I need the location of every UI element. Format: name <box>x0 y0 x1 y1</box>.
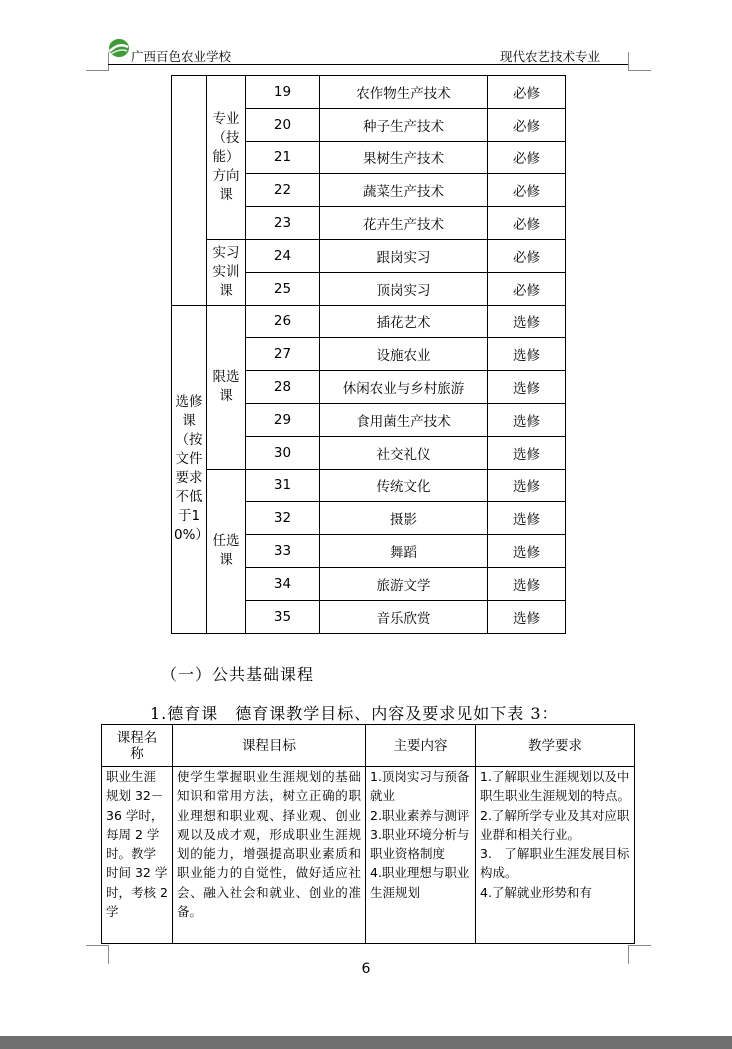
course-number: 25 <box>246 272 320 305</box>
course-type: 选修 <box>488 469 566 502</box>
elective-group-cell: 选修课（按文件要求不低于10%） <box>172 305 207 633</box>
course-title: 农作物生产技术 <box>320 76 488 109</box>
main-content-item: 2.职业素养与测评 <box>370 807 470 823</box>
course-title: 设施农业 <box>320 338 488 371</box>
course-type: 选修 <box>488 600 566 633</box>
course-number: 23 <box>246 207 320 240</box>
course-title: 旅游文学 <box>320 567 488 600</box>
course-type: 必修 <box>488 174 566 207</box>
course-title: 蔬菜生产技术 <box>320 174 488 207</box>
course-number: 35 <box>246 600 320 633</box>
course-title: 种子生产技术 <box>320 108 488 141</box>
section-heading: （一）公共基础课程 <box>161 665 315 684</box>
course-title: 插花艺术 <box>320 305 488 338</box>
course-goal: 使学生掌握职业生涯规划的基础知识和常用方法，树立正确的职业理想和职业观、择业观、创业观以及成才观，形成职业生涯规划的能力，增强提高职业素质和职业能力的自觉性，做好适应社会、融入社会和就业、创业的准备。 <box>177 769 361 920</box>
course-title: 花卉生产技术 <box>320 207 488 240</box>
course-number: 30 <box>246 436 320 469</box>
course-name-cell <box>102 767 173 944</box>
table-row <box>102 767 635 944</box>
course-title: 音乐欣赏 <box>320 600 488 633</box>
column-header: 课程名称 <box>102 725 173 767</box>
course-number: 19 <box>246 76 320 109</box>
moral-course-heading: 1.德育课 德育课教学目标、内容及要求见如下表 3： <box>150 704 559 723</box>
course-type: 必修 <box>488 76 566 109</box>
course-type: 选修 <box>488 436 566 469</box>
subgroup-cell: 实习实训课 <box>207 239 246 305</box>
course-type: 选修 <box>488 567 566 600</box>
course-number: 24 <box>246 239 320 272</box>
course-type: 必修 <box>488 272 566 305</box>
table-row <box>172 76 566 109</box>
course-title: 摄影 <box>320 502 488 535</box>
course-type: 选修 <box>488 338 566 371</box>
main-content-list <box>370 767 471 943</box>
course-number: 22 <box>246 174 320 207</box>
course-number: 26 <box>246 305 320 338</box>
curriculum-table <box>171 75 566 634</box>
course-number: 28 <box>246 371 320 404</box>
course-title: 舞蹈 <box>320 535 488 568</box>
table-row <box>172 305 566 338</box>
course-number: 31 <box>246 469 320 502</box>
course-type: 选修 <box>488 305 566 338</box>
course-number: 32 <box>246 502 320 535</box>
course-type: 选修 <box>488 535 566 568</box>
teaching-requirement-item: 1.了解职业生涯规划以及中职生职业生涯规划的特点。 <box>480 769 630 804</box>
course-title: 跟岗实习 <box>320 239 488 272</box>
column-header: 课程目标 <box>173 725 366 767</box>
moral-course-table <box>101 724 635 944</box>
course-type: 必修 <box>488 239 566 272</box>
subgroup-cell: 限选课 <box>207 305 246 469</box>
main-content-item: 4.职业理想与职业生涯规划 <box>370 865 470 900</box>
course-goal-cell <box>173 767 366 944</box>
teaching-requirements-list <box>480 767 630 943</box>
course-number: 27 <box>246 338 320 371</box>
teaching-requirements-cell <box>476 767 635 944</box>
course-title: 休闲农业与乡村旅游 <box>320 371 488 404</box>
course-type: 必修 <box>488 141 566 174</box>
teaching-requirement-item: 2.了解所学专业及其对应职业群和相关行业。 <box>480 807 630 842</box>
header-rule <box>108 64 628 65</box>
corner-mark-top-right <box>628 52 651 71</box>
course-number: 34 <box>246 567 320 600</box>
column-header: 主要内容 <box>366 725 476 767</box>
course-title: 顶岗实习 <box>320 272 488 305</box>
course-number: 20 <box>246 108 320 141</box>
page-number: 6 <box>361 961 371 977</box>
table-header-row <box>102 725 635 767</box>
course-name: 职业生涯规划 32－36 学时，每周 2 学时。教学时间 32 学时，考核 2 学 <box>106 769 168 920</box>
course-title: 果树生产技术 <box>320 141 488 174</box>
column-header: 教学要求 <box>476 725 635 767</box>
category-cell-blank <box>172 76 207 306</box>
course-type: 必修 <box>488 108 566 141</box>
corner-mark-top-left <box>86 52 109 71</box>
header-major-name: 现代农艺技术专业 <box>500 49 601 64</box>
table-row <box>172 239 566 272</box>
main-content-cell <box>366 767 476 944</box>
window-bottom-bar <box>0 1036 732 1049</box>
course-title: 社交礼仪 <box>320 436 488 469</box>
course-number: 29 <box>246 403 320 436</box>
main-content-item: 1.顶岗实习与预备就业 <box>370 769 470 804</box>
course-number: 21 <box>246 141 320 174</box>
course-type: 选修 <box>488 502 566 535</box>
subgroup-cell: 任选课 <box>207 469 246 633</box>
teaching-requirement-item: 3. 了解职业生涯发展目标构成。 <box>480 846 630 881</box>
course-type: 必修 <box>488 207 566 240</box>
course-type: 选修 <box>488 371 566 404</box>
course-title: 传统文化 <box>320 469 488 502</box>
table-row <box>172 469 566 502</box>
course-title: 食用菌生产技术 <box>320 403 488 436</box>
main-content-item: 3.职业环境分析与职业资格制度 <box>370 826 470 862</box>
course-type: 选修 <box>488 403 566 436</box>
header-school-name: 广西百色农业学校 <box>131 49 232 64</box>
school-logo <box>108 38 130 58</box>
course-number: 33 <box>246 535 320 568</box>
teaching-requirement-item: 4.了解就业形势和有 <box>480 884 592 900</box>
subgroup-cell: 专业（技能）方向课 <box>207 76 246 240</box>
